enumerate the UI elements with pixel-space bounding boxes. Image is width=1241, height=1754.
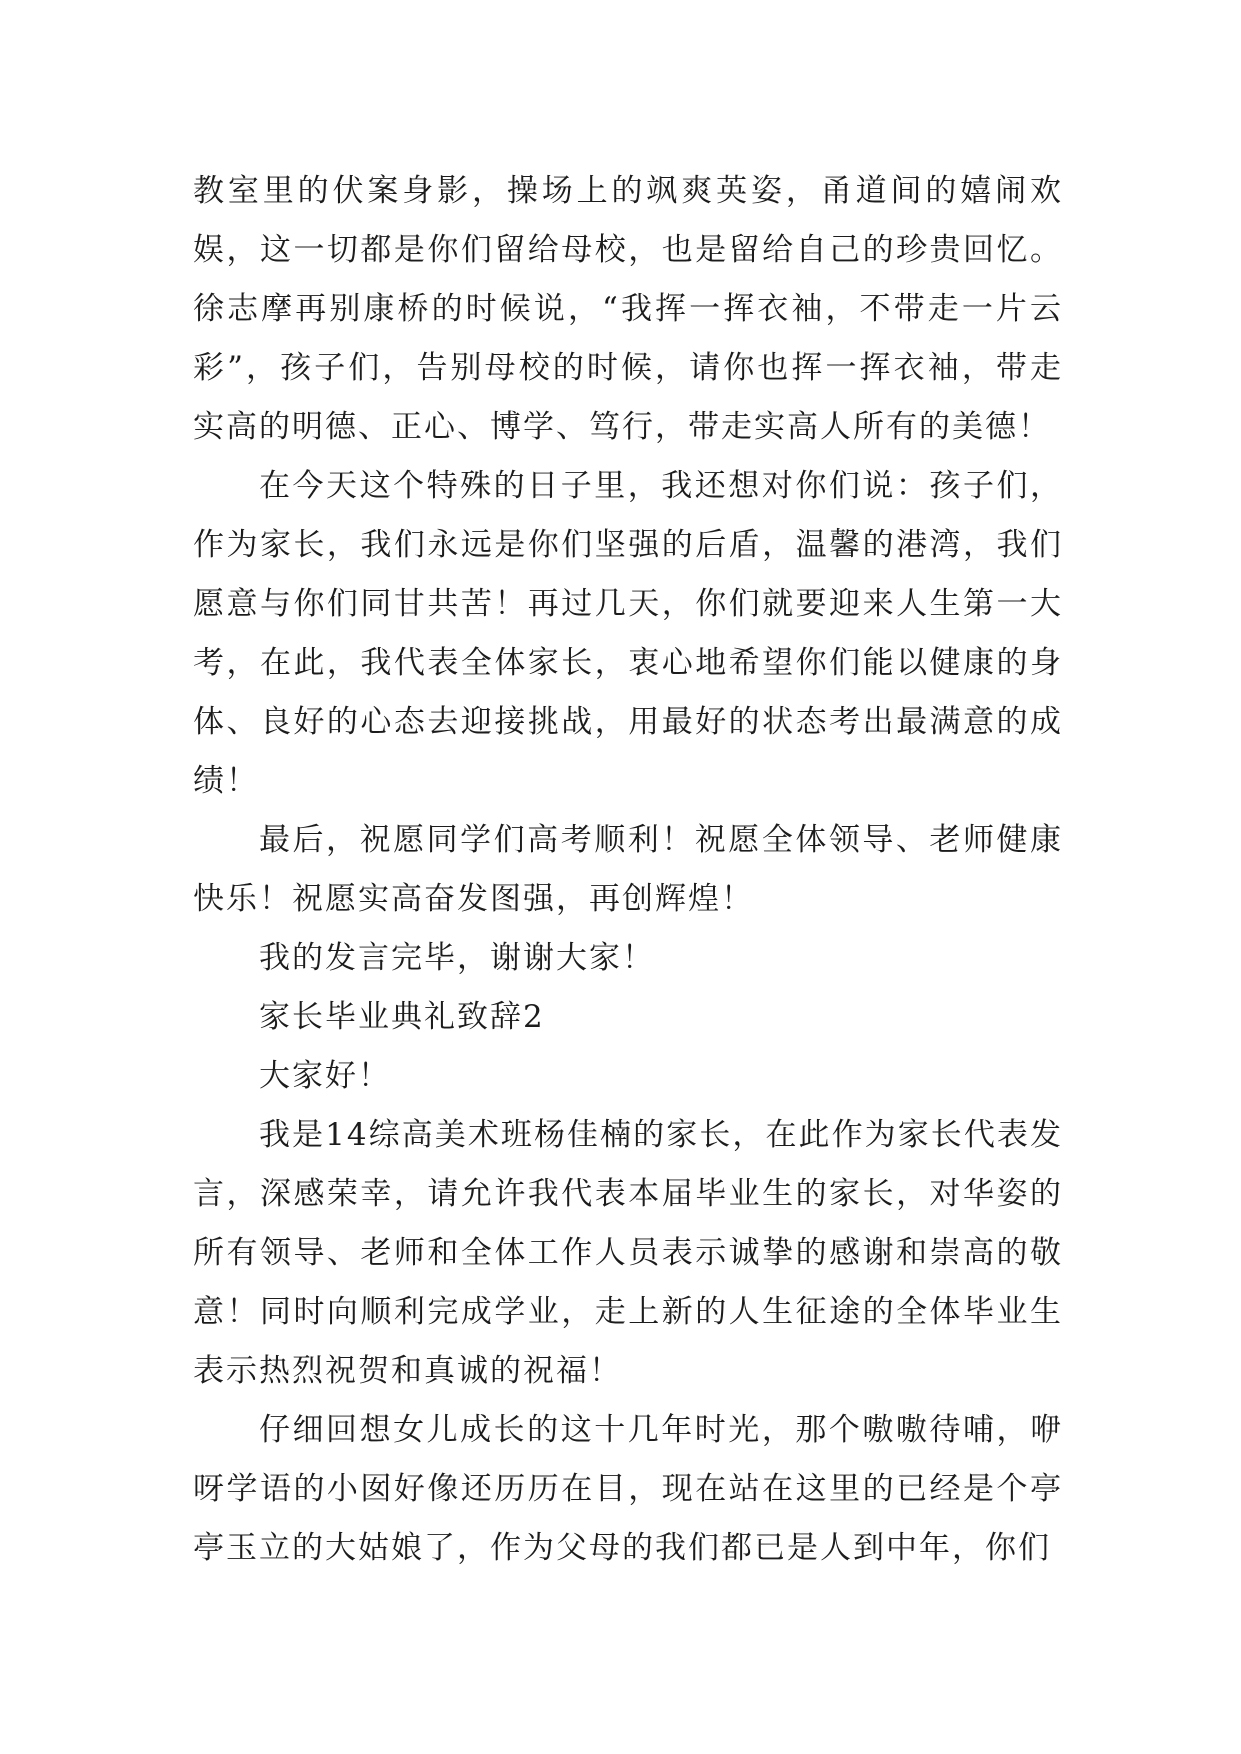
paragraph-2: 在今天这个特殊的日子里，我还想对你们说：孩子们，作为家长，我们永远是你们坚强的后盾，温馨的港湾，我们愿意与你们同甘共苦！再过几天，你们就要迎来人生第一大考，在此，我代表全体家长，衷心地希望你们能以健康的身体、良好的心态去迎接挑战，用最好的状态考出最满意的成绩！: [193, 468, 1063, 799]
section-heading: 家长毕业典礼致辞2: [259, 999, 545, 1035]
paragraph-4: 我的发言完毕，谢谢大家！: [259, 940, 655, 976]
paragraph-7: 我是14综高美术班杨佳楠的家长，在此作为家长代表发言，深感荣幸，请允许我代表本届毕业生的家长，对华姿的所有领导、老师和全体工作人员表示诚挚的感谢和崇高的敬意！同时向顺利完成学业，走上新的人生征途的全体毕业生表示热烈祝贺和真诚的祝福！: [193, 1117, 1063, 1389]
document-body: [193, 162, 1063, 1578]
greeting: 大家好！: [259, 1058, 391, 1094]
paragraph-3: 最后，祝愿同学们高考顺利！祝愿全体领导、老师健康快乐！祝愿实高奋发图强，再创辉煌！: [193, 822, 1063, 917]
paragraph-1: 教室里的伏案身影，操场上的飒爽英姿，甬道间的嬉闹欢娱，这一切都是你们留给母校，也是留给自己的珍贵回忆。徐志摩再别康桥的时候说，“我挥一挥衣袖，不带走一片云彩”，孩子们，告别母校的时候，请你也挥一挥衣袖，带走实高的明德、正心、博学、笃行，带走实高人所有的美德！: [193, 173, 1063, 445]
paragraph-8: 仔细回想女儿成长的这十几年时光，那个嗷嗷待哺，咿呀学语的小囡好像还历历在目，现在站在这里的已经是个亭亭玉立的大姑娘了，作为父母的我们都已是人到中年，你们: [193, 1412, 1063, 1566]
